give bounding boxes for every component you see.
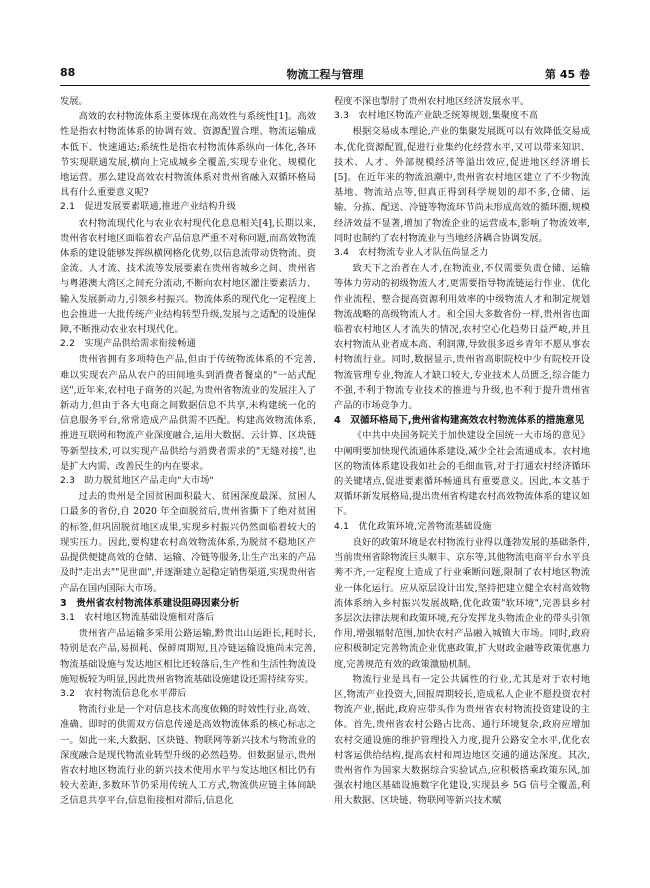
left-column [60,94,316,854]
subsection-heading: 3.3 农村地区物流产业缺乏统筹规划,集聚度不高 [334,111,539,122]
paragraph: 物流行业是一个对信息技术高度依赖的时效性行业,高效、准确、即时的供需双方信息传递是高效物流体系的核心标志之一。如此一来,大数据、区块链、物联网等新兴技术与物流业的深度融合是现代物流业转型升级的必然趋势。但数据显示,贵州省农村地区物流行业的新兴技术使用水平与发达地区相比仍有较大差距,多数环节仍采用传统人工方式,物流供应链主体间缺乏信息共享平台,信息衔接相对滞后,信息化 [60,704,316,807]
paragraph: 发展。 [60,96,88,107]
paragraph: 根据交易成本理论,产业的集聚发展既可以有效降低交易成本,优化资源配置,促进行业集约化经营水平,又可以带来知识、技术、人才、外部规模经济等溢出效应,促进地区经济增长[5]。在近年来的物流浪潮中,贵州省农村地区建立了不少物流基地、物流站点等,但真正得到科学规划的却不多,仓储、运输、分拣、配送、冷链等物流环节尚未形成高效的循环圈,规模经济效益不显著,增加了物流企业的运营成本,影响了物流效率,同时也制约了农村物流业与当地经济耦合协调发展。 [334,126,590,244]
subsection-heading: 2.1 促进发展要素联通,推进产业结构升级 [60,202,237,213]
right-column [334,94,590,854]
subsection-heading: 2.2 实现产品供给需求衔接畅通 [60,339,196,350]
section-heading: 3 贵州省农村物流体系建设阻碍因素分析 [60,597,240,609]
journal-title: 物流工程与管理 [286,68,364,81]
paragraph: 《中共中央国务院关于加快建设全国统一大市场的意见》中阐明要加快现代流通体系建设,减少全社会流通成本。农村地区的物流体系建设我如社会的毛细血管,对于打通农村经济循环的关键堵点,促进要素循环畅通具有重要意义。因此,本文基于双循环新发展格局,提出贵州省构建农村高效物流体系的建议如下。 [334,430,590,518]
volume-label: 第 45 卷 [545,68,590,81]
section-heading: 4 双循环格局下,贵州省构建高效农村物流体系的措施意见 [334,415,585,427]
subsection-heading: 2.3 助力脱贫地区产品走向"大市场" [60,476,214,487]
subsection-heading: 3.1 农村地区物流基础设施相对落后 [60,612,215,623]
paragraph: 高效的农村物流体系主要体现在高效性与系统性[1]。高效性是指农村物流体系的协调有效、资源配置合理、物流运输成本低下、快速通达;系统性是指农村物流体系纵向一体化,各环节实现联通发展,横向上完成城乡全覆盖,实现专业化、规模化地运营。那么建设高效农村物流体系对贵州省融入双循环格局具有什么重要意义呢? [60,111,316,199]
paragraph: 程度不深也掣肘了贵州农村地区经济发展水平。 [334,96,530,107]
subsection-heading: 4.1 优化政策环境,完善物流基础设施 [334,521,492,532]
paragraph: 致天下之治者在人才,在物流业,不仅需要负责仓储、运输等体力劳动的初级物流人才,更需要指导物流链运行作业、优化作业流程、整合提高资源利用效率的中级物流人才和制定规划物流战略的高级物流人才。和全国大多数省份一样,贵州省也面临着农村地区人才流失的情况,农村空心化趋势日益严峻,并且农村物流从业者成本高、利润薄,导致很多返乡青年不愿从事农村物流行业。同时,数据显示,贵州省高职院校中少有院校开设物流管理专业,物流人才缺口较大,专业技术人员匮乏,综合能力不强,不利于物流专业技术的推进与升级,也不利于提升贵州省产品的市场竞争力。 [334,263,590,412]
paragraph: 贵州省拥有多项特色产品,但由于传统物流体系的不完善,难以实现农产品从农户的田间地头到消费者餐桌的"一站式配送",近年来,农村电子商务的兴起,为贵州省物流业的发展注入了新动力,但由于各大电商之间数据信息不共享,未构建统一化的信息服务平台,常常造成产品供需不匹配。构建高效物流体系,推进互联网和物流产业深度融合,运用大数据、云计算、区块链等新型技术,可以实现产品供给与消费者需求的"无缝对接",也是扩大内需、改善民生的内在要求。 [60,354,316,472]
paragraph: 良好的政策环境是农村物流行业得以蓬勃发展的基础条件,当前贵州省除物流巨头顺丰、京东等,其他物流电商平台水平良莠不齐,一定程度上造成了行业乘断问题,限制了农村地区物流业一体化运行。应从原层设计出发,坚持把建立健全农村高效物流体系纳入乡村振兴发展战略,优化政策"软环境",完善县乡村多层次法律法规和政策环境,充分发挥龙头物流企业的带头引领作用,增强辐射范围,加快农村产品融入城镇大市场。同时,政府应积极制定完善物流企业优惠政策,扩大财政金融等政策优惠力度,完善规范有效的政策激励机制。 [334,536,590,670]
paragraph: 过去的贵州是全国贫困面积最大、贫困深度最深、贫困人口最多的省份,自 2020 年全面脱贫后,贵州省撕下了绝对贫困的标签,但巩固脱贫地区成果,实现乡村振兴仍然面临着较大的现实压力。因此,要构建农村高效物流体系,为脱贫不稳地区产品提供便捷高效的仓储、运输、冷链等服务,让生产出来的产品及时"走出去""见世面",并逐渐建立起稳定销售渠道,实现贵州省产品在国内国际大市场。 [60,491,316,594]
subsection-heading: 3.2 农村物流信息化水平滞后 [60,688,187,699]
subsection-heading: 3.4 农村物流专业人才队伍尚显乏力 [334,248,489,259]
header-rule [60,85,590,86]
paragraph: 贵州省产品运输多采用公路运输,黔贵出山运距长,耗时长,特别是农产品,易损耗、保鲜周期短,且冷链运输设施尚未完善,物流基础设施与发达地区相比还较落后,生产性和生活性物流设施短板较为明显,因此贵州省物流基础设施建设还需持续夯实。 [60,628,316,685]
paragraph: 农村物流现代化与农业农村现代化息息相关[4],长期以来,贵州省农村地区面临着农产品信息严重不对称问题,而高效物流体系的建设能够发挥纵横网格化优势,以信息流带动货物流、资金流、人才流、技术流等发展要素在贵州省城乡之间、贵州省与粤港澳大湾区之间充分流动,不断向农村地区灌注要素活力、输入发展新动力,引领乡村振兴。物流体系的现代化一定程度上也会推进一大批传统产业结构转型升级,发展与之适配的设施保障,不断推动农业农村现代化。 [60,217,316,336]
page-number: 88 [60,66,76,79]
paragraph: 物流行业是具有一定公共属性的行业,尤其是对于农村地区,物流产业投资大,回报周期较长,造成私人企业不愿投资农村物流产业,据此,政府应带头作为贵州省农村物流投资建设的主体。首先,贵州省农村公路占比高、通行环境复杂,政府应增加农村交通设施的维护管理投入力度,提升公路安全水平,优化农村客运供给结构,提高农村和周边地区交通的通达深度。其次,贵州省作为国家大数据综合实验试点,应积极搭乘政策东风,加强农村地区基础设施数字化建设,实现县乡 5G 信号全覆盖,利用大数据、区块链、物联网等新兴技术赋 [334,673,590,807]
running-header [60,66,590,82]
